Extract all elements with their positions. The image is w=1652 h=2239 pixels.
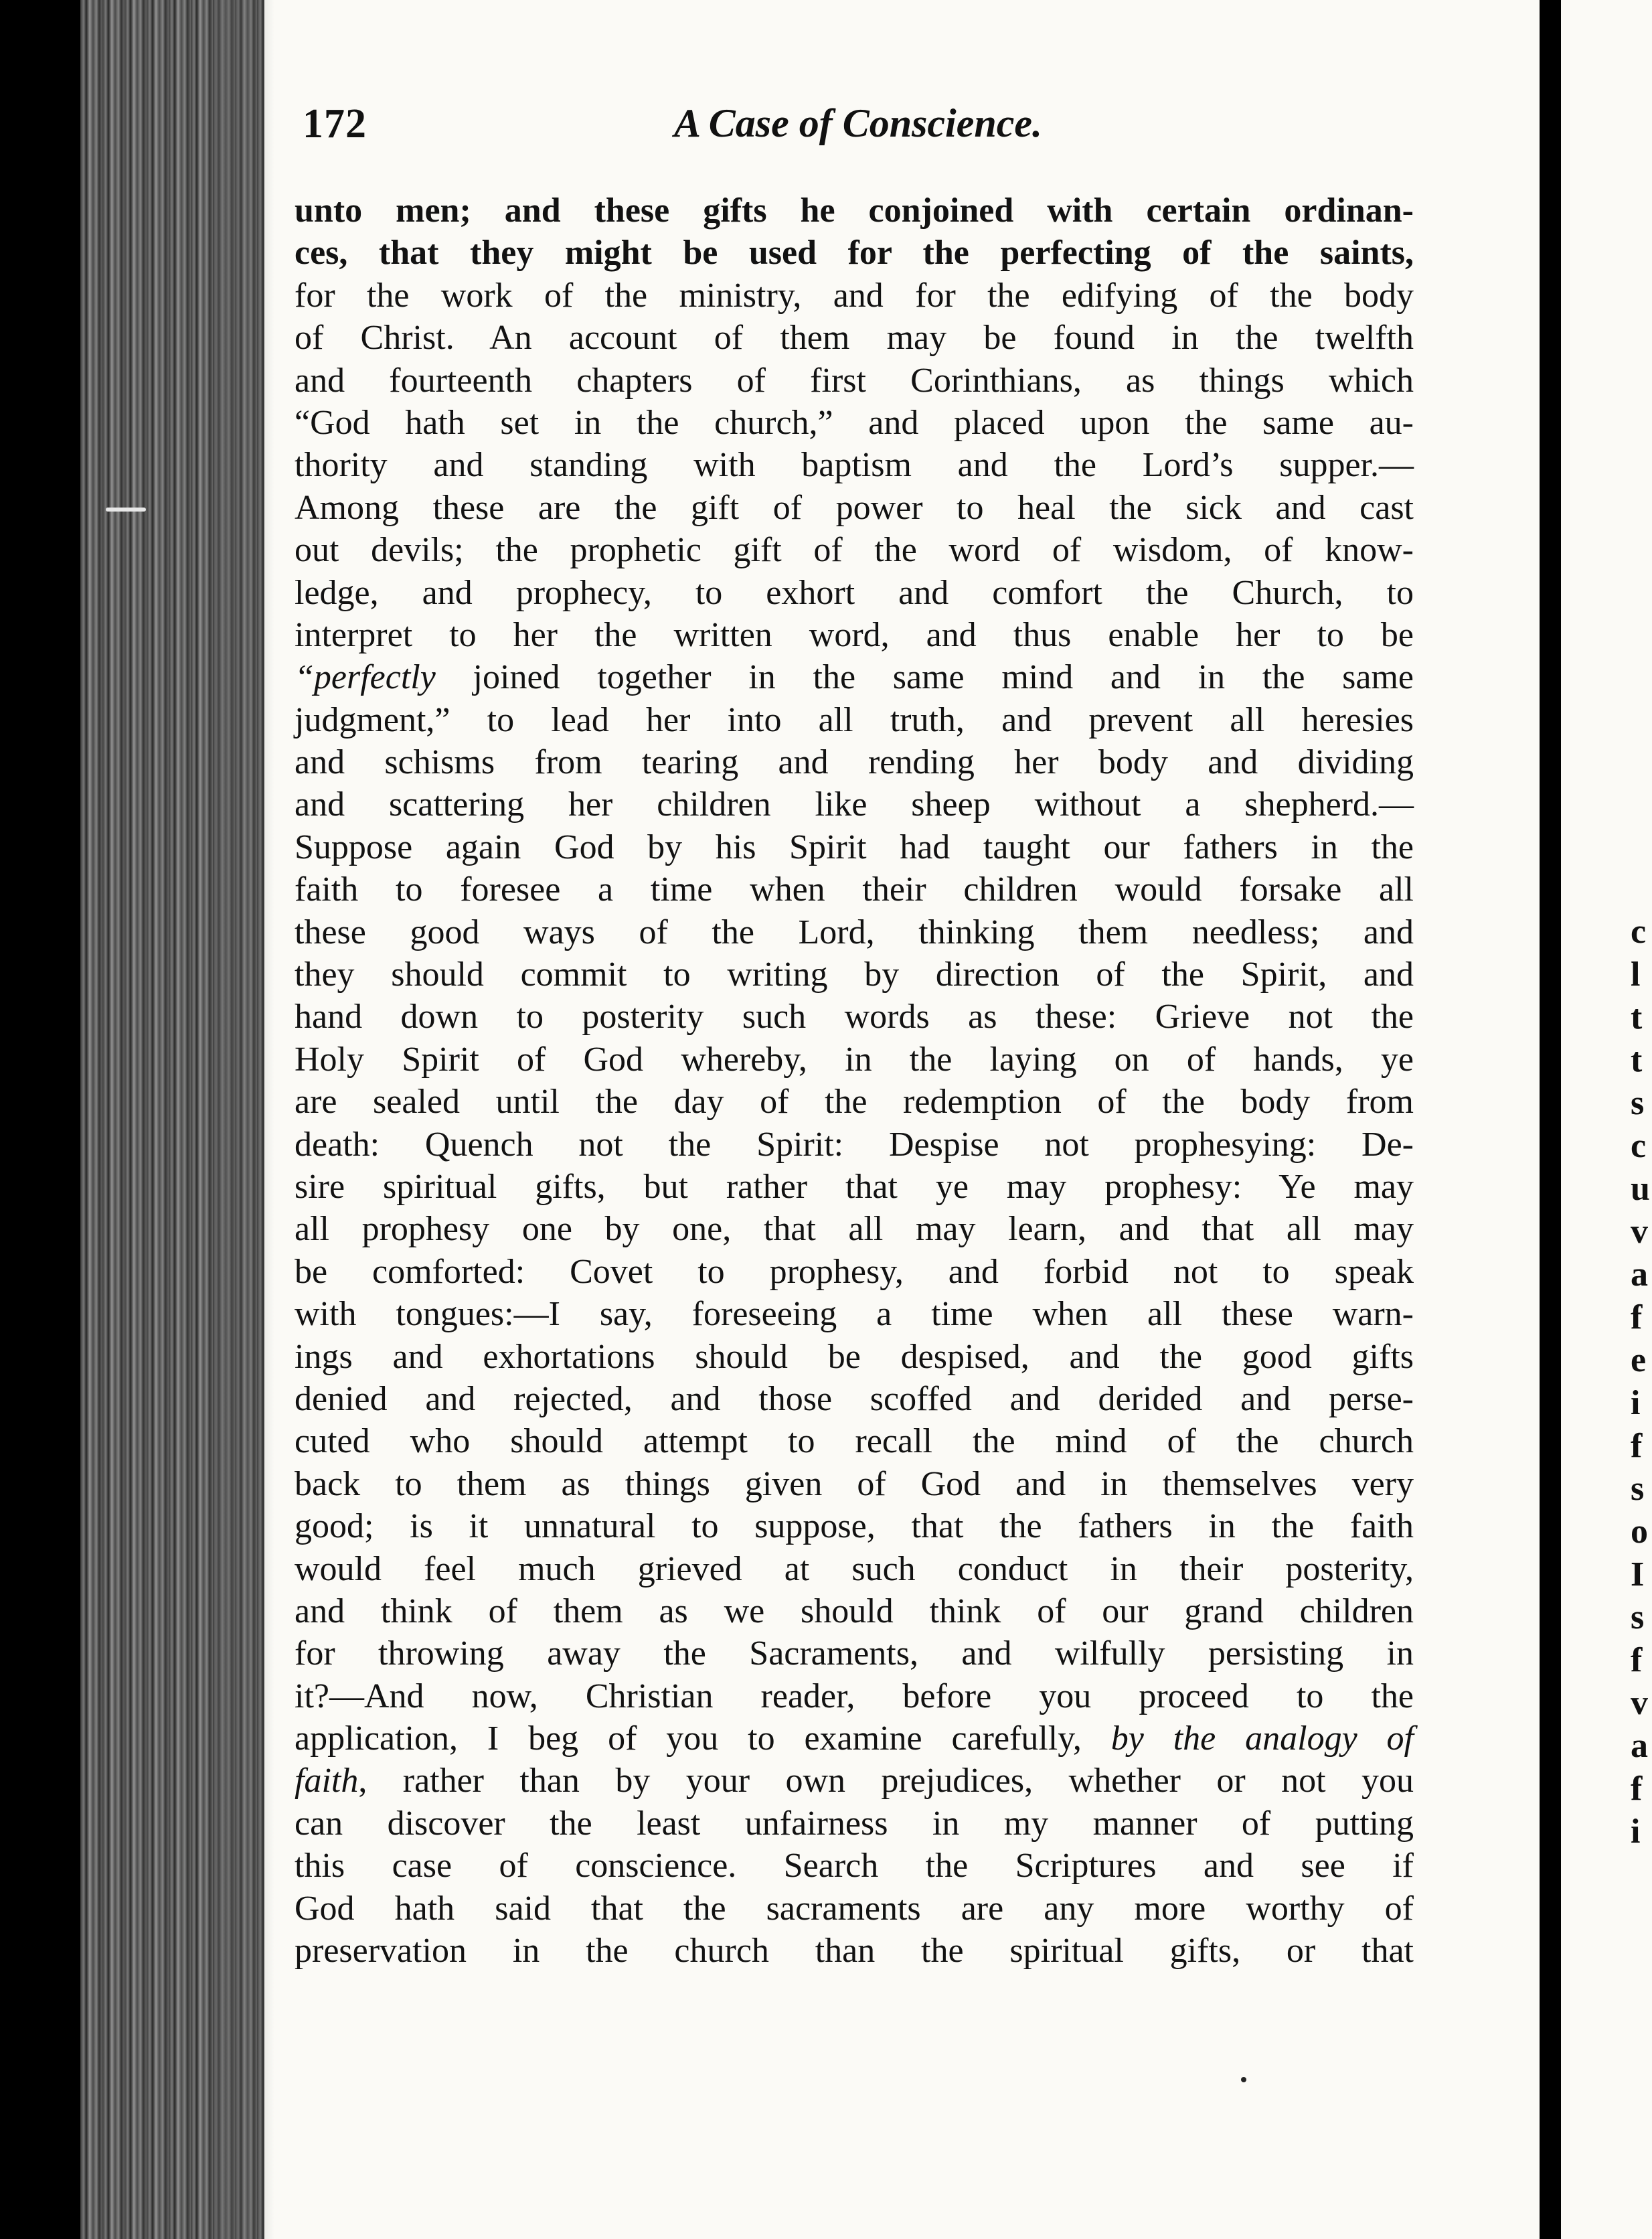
facing-page-letter: f [1631, 1770, 1643, 1808]
gutter-mark [106, 508, 146, 512]
text-line: for the work of the ministry, and for the edifying of the body [295, 276, 1414, 315]
facing-page-letter: I [1631, 1555, 1645, 1594]
text-line: faith to foresee a time when their children would forsake all [295, 870, 1414, 909]
text-line: Suppose again God by his Spirit had taught our fathers in the [295, 828, 1414, 866]
facing-page-letter: v [1631, 1213, 1648, 1251]
facing-page-letter: c [1631, 913, 1647, 951]
ink-speck [1241, 2077, 1246, 2082]
facing-page-letter: i [1631, 1812, 1641, 1851]
facing-page-letter: f [1631, 1641, 1643, 1679]
text-line: death: Quench not the Spirit: Despise not prophesying: De- [295, 1125, 1414, 1164]
text-line: hand down to posterity such words as these: Grieve not the [295, 998, 1414, 1036]
text-line: preservation in the church than the spiritual gifts, or that [295, 1932, 1414, 1971]
facing-page-letter: f [1631, 1427, 1643, 1465]
italic-word: faith [295, 1762, 359, 1800]
text-line: God hath said that the sacraments are any more worthy of [295, 1889, 1414, 1928]
text-line: “God hath set in the church,” and placed upon the same au- [295, 403, 1414, 442]
facing-page-letter: t [1631, 998, 1643, 1036]
italic-phrase: by the analogy of [1110, 1719, 1414, 1758]
text-line: judgment,” to lead her into all truth, and prevent all heresies [295, 700, 1414, 739]
italic-word: “perfectly [295, 658, 436, 697]
running-title: A Case of Conscience. [674, 101, 1042, 145]
text-line: and think of them as we should think of our grand children [295, 1592, 1414, 1630]
facing-page-letter: s [1631, 1470, 1645, 1508]
text-line-italic-start [295, 1760, 1414, 1802]
text-line-italic-end [295, 1717, 1414, 1760]
text-line: with tongues:—I say, foreseeing a time when all these warn- [295, 1295, 1414, 1334]
text-line: be comforted: Covet to prophesy, and forbid not to speak [295, 1252, 1414, 1291]
text-line-italic-start [295, 656, 1414, 698]
text-line: sire spiritual gifts, but rather that ye may prophesy: Ye may [295, 1167, 1414, 1206]
text-line: back to them as things given of God and in themselves very [295, 1464, 1414, 1503]
facing-page-letter: a [1631, 1727, 1648, 1765]
text-line: they should commit to writing by direction of the Spirit, and [295, 955, 1414, 994]
text-line: denied and rejected, and those scoffed and derided and perse- [295, 1379, 1414, 1418]
text-line-start: application, I beg of you to examine carefully, [295, 1719, 1111, 1758]
facing-page-letter: a [1631, 1255, 1648, 1294]
facing-page-letter: i [1631, 1384, 1641, 1422]
facing-page-letter: u [1631, 1170, 1650, 1208]
text-line: are sealed until the day of the redemption of the body from [295, 1083, 1414, 1122]
facing-page-letter: s [1631, 1598, 1645, 1636]
text-line: unto men; and these gifts he conjoined with certain ordinan- [295, 191, 1414, 230]
text-line: ings and exhortations should be despised, and the good gifts [295, 1337, 1414, 1376]
text-line: ces, that they might be used for the perfecting of the saints, [295, 234, 1414, 273]
text-line: for throwing away the Sacraments, and wilfully persisting in [295, 1634, 1414, 1673]
gutter-shadow [214, 0, 274, 2239]
text-line: good; is it unnatural to suppose, that the fathers in the faith [295, 1507, 1414, 1546]
body-text [295, 189, 1414, 1972]
facing-page-letters [1631, 911, 1652, 1853]
text-line: out devils; the prophetic gift of the word of wisdom, of know- [295, 531, 1414, 570]
facing-page-letter: t [1631, 1041, 1643, 1079]
facing-page-letter: o [1631, 1513, 1648, 1551]
text-line: ledge, and prophecy, to exhort and comfort the Church, to [295, 573, 1414, 612]
text-line: all prophesy one by one, that all may learn, and that all may [295, 1210, 1414, 1249]
facing-page-letter: f [1631, 1298, 1643, 1336]
text-line: these good ways of the Lord, thinking them needless; and [295, 913, 1414, 951]
text-line-rest: joined together in the same mind and in the same [435, 658, 1414, 697]
text-line: it?—And now, Christian reader, before you proceed to the [295, 1677, 1414, 1715]
text-line: of Christ. An account of them may be found in the twelfth [295, 319, 1414, 358]
facing-page-letter: e [1631, 1341, 1647, 1379]
text-line: would feel much grieved at such conduct in their posterity, [295, 1549, 1414, 1588]
text-line: Holy Spirit of God whereby, in the laying on of hands, ye [295, 1040, 1414, 1079]
facing-page-letter: c [1631, 1127, 1647, 1165]
text-line: cuted who should attempt to recall the mind of the church [295, 1422, 1414, 1461]
facing-page-letter: s [1631, 1084, 1645, 1122]
text-line: and schisms from tearing and rending her body and dividing [295, 743, 1414, 782]
facing-page-letter: v [1631, 1684, 1648, 1722]
text-line-rest: , rather than by your own prejudices, whether or not you [358, 1762, 1414, 1800]
text-line: and scattering her children like sheep without a shepherd.— [295, 785, 1414, 824]
text-line: and fourteenth chapters of first Corinthians, as things which [295, 361, 1414, 400]
text-line: thority and standing with baptism and the Lord’s supper.— [295, 446, 1414, 485]
facing-page-letter: l [1631, 955, 1641, 994]
text-line: Among these are the gift of power to heal the sick and cast [295, 488, 1414, 527]
text-line: this case of conscience. Search the Scriptures and see if [295, 1847, 1414, 1885]
text-line: interpret to her the written word, and thus enable her to be [295, 615, 1414, 654]
text-line: can discover the least unfairness in my manner of putting [295, 1804, 1414, 1843]
page-number: 172 [303, 101, 367, 147]
running-head [303, 100, 1414, 161]
